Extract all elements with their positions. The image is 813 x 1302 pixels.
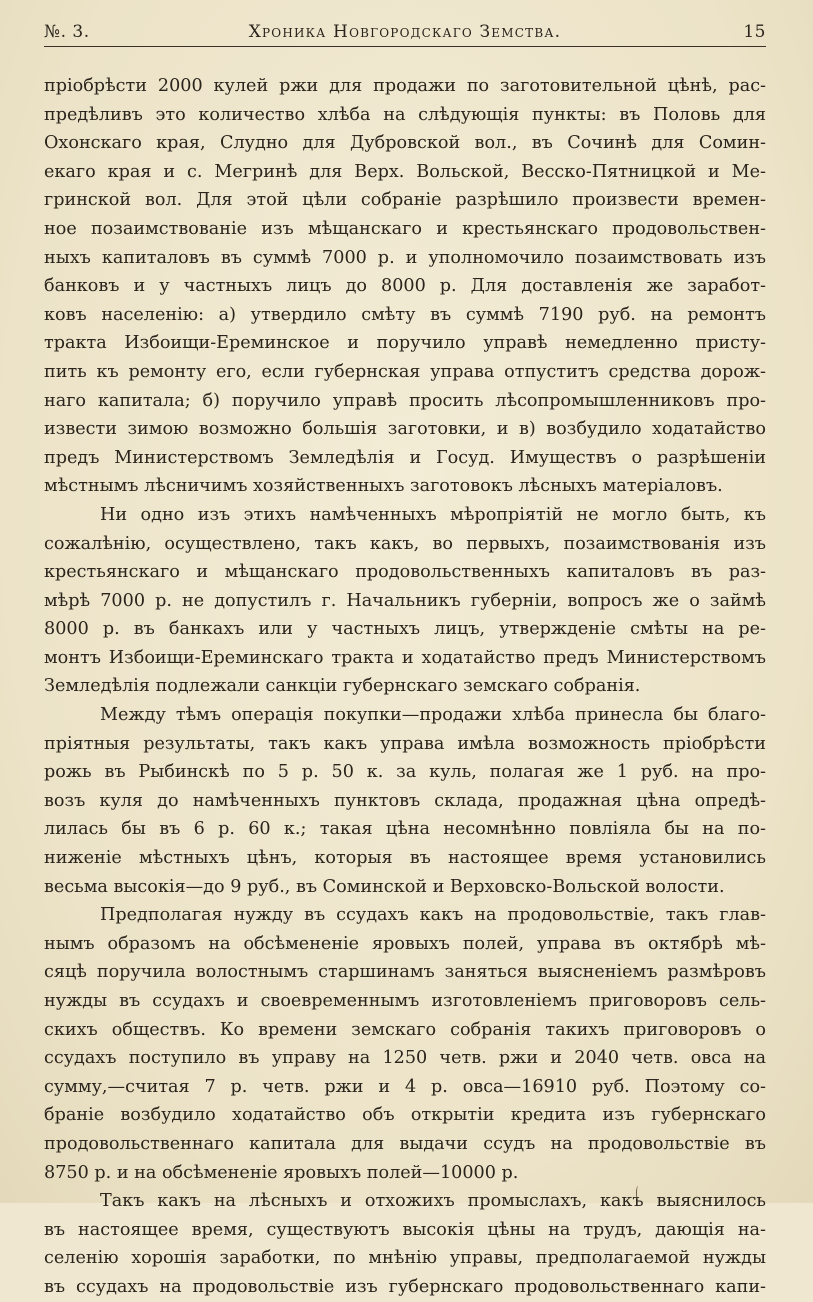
text-line: монтъ Избоищи-Ереминскаго тракта и ходатайство предъ Министерствомъ xyxy=(44,647,766,668)
text-line: возъ куля до намѣченныхъ пунктовъ склада, продажная цѣна опредѣ- xyxy=(44,790,766,811)
text-line: тракта Избоищи-Ереминское и поручило управѣ немедленно присту- xyxy=(44,333,766,354)
page-number: 15 xyxy=(743,22,766,42)
text-line: ное позаимствованіе изъ мѣщанскаго и крестьянскаго продовольствен- xyxy=(44,218,766,239)
text-line: мѣстнымъ лѣсничимъ хозяйственныхъ заготовокъ лѣсныхъ матеріаловъ. xyxy=(44,476,723,497)
text-line: мѣрѣ 7000 р. не допустилъ г. Начальникъ губерніи, вопросъ же о займѣ xyxy=(44,590,766,611)
text-line: селенію хорошія заработки, по мнѣнію управы, предполагаемой нужды xyxy=(44,1248,766,1269)
journal-title: Хроника Новгородскаго Земства. xyxy=(248,22,562,42)
text-line: ниженіе мѣстныхъ цѣнъ, которыя въ настоящее время установились xyxy=(44,848,766,869)
issue-number: №. 3. xyxy=(44,22,90,42)
text-line: лилась бы въ 6 р. 60 к.; такая цѣна несомнѣнно повліяла бы на по- xyxy=(44,819,766,840)
text-line: сяцѣ поручила волостнымъ старшинамъ заняться выясненіемъ размѣровъ xyxy=(44,962,766,983)
text-line: наго капитала; б) поручило управѣ просить лѣсопромышленниковъ про- xyxy=(44,390,766,411)
text-line: крестьянскаго и мѣщанскаго продовольственныхъ капиталовъ въ раз- xyxy=(44,562,766,583)
body-text xyxy=(44,72,766,1302)
text-line: въ ссудахъ на продовольствіе изъ губернскаго продовольственнаго капи- xyxy=(44,1276,766,1297)
text-line: 8750 р. и на обсѣмененіе яровыхъ полей—10000 р. xyxy=(44,1162,519,1183)
paragraph-first-line: Ни одно изъ этихъ намѣченныхъ мѣропріятій не могло быть, къ xyxy=(100,504,766,525)
text-line: рожь въ Рыбинскѣ по 5 р. 50 к. за куль, полагая же 1 руб. на про- xyxy=(44,762,766,783)
text-line: предъ Министерствомъ Земледѣлія и Госуд. Имуществъ о разрѣшеніи xyxy=(44,447,766,468)
text-line: скихъ обществъ. Ко времени земскаго собранія такихъ приговоровъ о xyxy=(44,1019,766,1040)
header-rule xyxy=(44,46,766,47)
page-mark xyxy=(636,1186,640,1200)
text-line: пить къ ремонту его, если губернская управа отпуститъ средства дорож- xyxy=(44,361,766,382)
paragraph-first-line: Между тѣмъ операція покупки—продажи хлѣба принесла бы благо- xyxy=(100,705,766,726)
text-line: весьма высокія—до 9 руб., въ Соминской и Верховско-Вольской волости. xyxy=(44,876,725,897)
text-line: ковъ населенію: а) утвердило смѣту въ суммѣ 7190 руб. на ремонтъ xyxy=(44,304,766,325)
text-line: ныхъ капиталовъ въ суммѣ 7000 р. и уполномочило позаимствовать изъ xyxy=(44,247,766,268)
text-line: 8000 р. въ банкахъ или у частныхъ лицъ, утвержденіе смѣты на ре- xyxy=(44,619,766,640)
text-line: сожалѣнію, осуществлено, такъ какъ, во первыхъ, позаимствованія изъ xyxy=(44,533,766,554)
text-line: въ настоящее время, существуютъ высокія цѣны на трудъ, дающія на- xyxy=(44,1219,766,1240)
text-line: банковъ и у частныхъ лицъ до 8000 р. Для доставленія же заработ- xyxy=(44,276,766,297)
text-line: екаго края и с. Мегринѣ для Верх. Вольской, Весско-Пятницкой и Ме- xyxy=(44,161,766,182)
text-line: Охонскаго края, Слудно для Дубровской вол., въ Сочинѣ для Сомин- xyxy=(44,133,766,154)
text-line: браніе возбудило ходатайство объ открытіи кредита изъ губернскаго xyxy=(44,1105,766,1126)
paragraph-first-line: Предполагая нужду въ ссудахъ какъ на продовольствіе, такъ глав- xyxy=(100,905,766,926)
running-header xyxy=(44,18,766,48)
text-line: извести зимою возможно большія заготовки, и в) возбудило ходатайство xyxy=(44,419,766,440)
text-line: пріобрѣсти 2000 кулей ржи для продажи по заготовительной цѣнѣ, рас- xyxy=(44,76,766,96)
text-line: нужды въ ссудахъ и своевременнымъ изготовленіемъ приговоровъ сель- xyxy=(44,991,766,1011)
text-line: ссудахъ поступило въ управу на 1250 четв. ржи и 2040 четв. овса на xyxy=(44,1048,766,1069)
paragraph-first-line: Такъ какъ на лѣсныхъ и отхожихъ промыслахъ, какъ выяснилось xyxy=(100,1191,766,1212)
text-line: продовольственнаго капитала для выдачи ссудъ на продовольствіе въ xyxy=(44,1133,766,1154)
text-line: гринской вол. Для этой цѣли собраніе разрѣшило произвести времен- xyxy=(44,190,766,211)
text-line: Земледѣлія подлежали санкціи губернскаго земскаго собранія. xyxy=(44,676,641,697)
text-line: нымъ образомъ на обсѣмененіе яровыхъ полей, управа въ октябрѣ мѣ- xyxy=(44,933,766,954)
text-line: предѣливъ это количество хлѣба на слѣдующія пункты: въ Половь для xyxy=(44,104,766,125)
text-line: пріятныя результаты, такъ какъ управа имѣла возможность пріобрѣсти xyxy=(44,733,766,754)
text-line: сумму,—считая 7 р. четв. ржи и 4 р. овса—16910 руб. Поэтому со- xyxy=(44,1076,766,1097)
